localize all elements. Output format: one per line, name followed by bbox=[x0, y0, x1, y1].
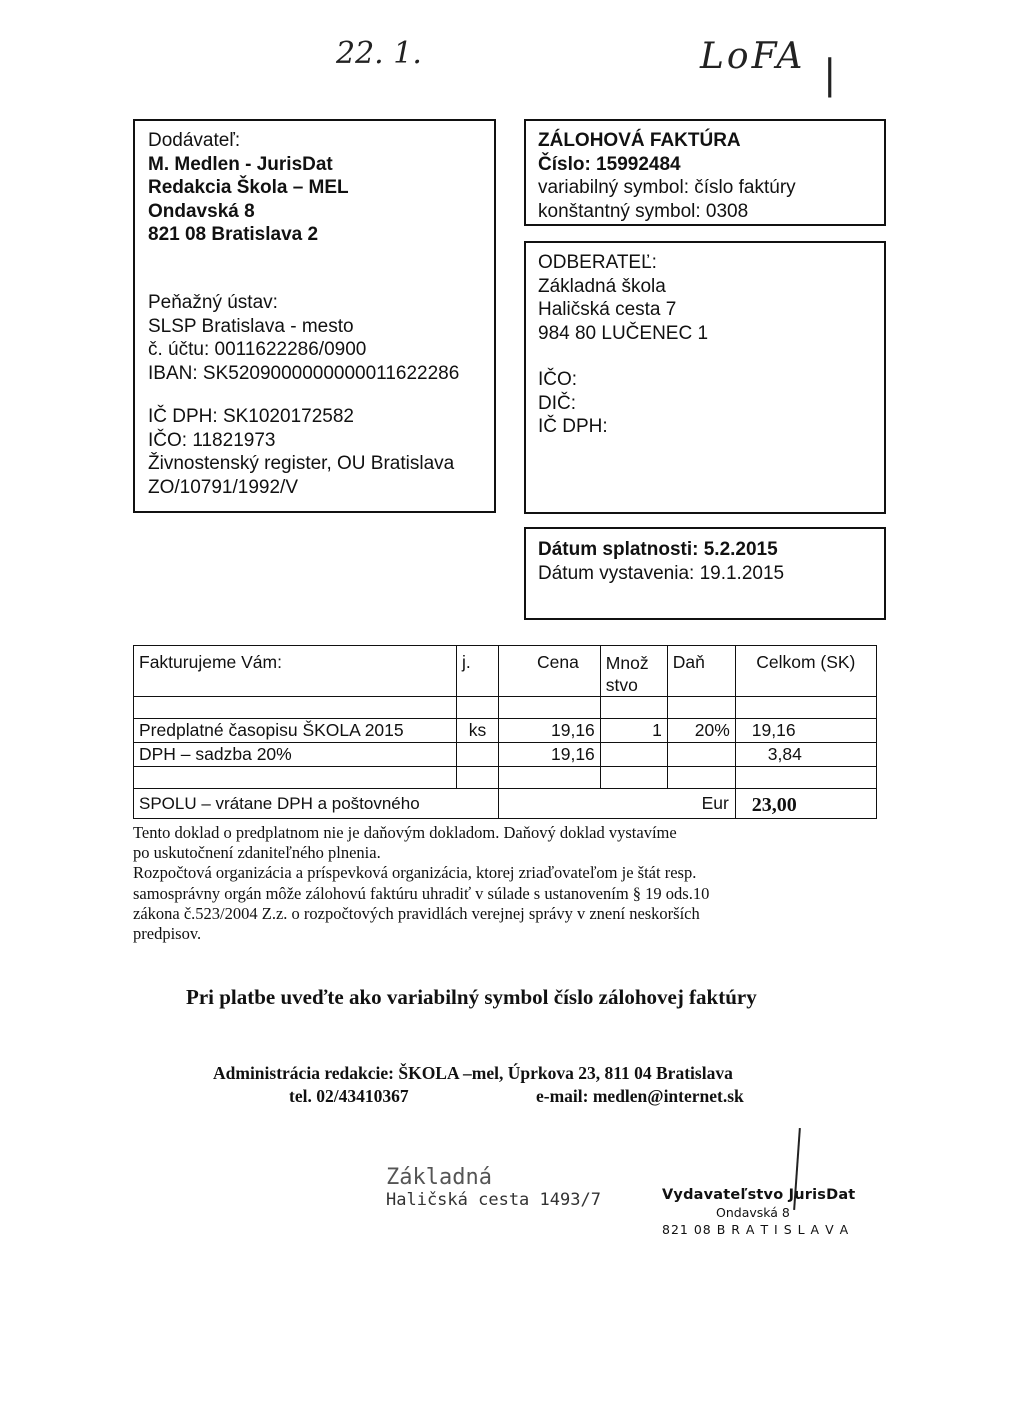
row-tax bbox=[667, 743, 735, 767]
row-unit: ks bbox=[457, 719, 499, 743]
admin-address: Administrácia redakcie: ŠKOLA –mel, Úprkova 23, 811 04 Bratislava bbox=[213, 1063, 733, 1083]
customer-address-line: 984 80 LUČENEC 1 bbox=[538, 322, 709, 344]
customer-icdph: IČ DPH: bbox=[538, 416, 608, 437]
bank-line: č. účtu: 0011622286/0900 bbox=[148, 339, 367, 360]
total-label-text: SPOLU – vrátane DPH a poštovného bbox=[139, 793, 420, 813]
note-line: zákona č.523/2004 Z.z. o rozpočtových pravidlách verejnej správy v znení neskorších bbox=[133, 903, 700, 923]
registration-line: IČ DPH: SK1020172582 bbox=[148, 406, 354, 427]
customer-box bbox=[524, 241, 886, 514]
header-price: Cena bbox=[499, 646, 601, 697]
note-line: samosprávny orgán môže zálohovú faktúru uhradiť v súlade s ustanovením § 19 ods.10 bbox=[133, 883, 710, 903]
header-description: Fakturujeme Vám: bbox=[134, 646, 457, 697]
payment-instruction: Pri platbe uveďte ako variabilný symbol číslo zálohovej faktúry bbox=[186, 985, 757, 1009]
table-spacer-row bbox=[134, 697, 877, 719]
school-stamp-address: Haličská cesta 1493/7 bbox=[386, 1190, 601, 1210]
handwritten-initials: LoFA bbox=[700, 36, 806, 77]
items-table bbox=[133, 645, 877, 819]
constant-symbol: konštantný symbol: 0308 bbox=[538, 200, 749, 222]
admin-email: e-mail: medlen@internet.sk bbox=[536, 1086, 744, 1106]
table-spacer-row bbox=[134, 767, 877, 789]
table-row bbox=[134, 743, 877, 767]
school-stamp-name: Základná bbox=[386, 1165, 492, 1190]
handwritten-mark: | bbox=[823, 52, 837, 98]
handwritten-date: 22. 1. bbox=[336, 36, 422, 71]
note-line: Tento doklad o predplatnom nie je daňovým dokladom. Daňový doklad vystavíme bbox=[133, 823, 677, 842]
row-price: 19,16 bbox=[499, 743, 601, 767]
publisher-stamp-line3: 821 08 B R A T I S L A V A bbox=[662, 1222, 850, 1237]
row-description: Predplatné časopisu ŠKOLA 2015 bbox=[134, 719, 457, 743]
customer-address-line: Základná škola bbox=[538, 275, 666, 297]
supplier-label: Dodávateľ: bbox=[148, 130, 241, 151]
customer-dic: DIČ: bbox=[538, 392, 576, 414]
supplier-name-line: M. Medlen - JurisDat bbox=[148, 153, 333, 175]
issue-date: Dátum vystavenia: 19.1.2015 bbox=[538, 562, 785, 584]
supplier-box bbox=[133, 119, 496, 513]
supplier-name-line: 821 08 Bratislava 2 bbox=[148, 224, 319, 245]
customer-label: ODBERATEĽ: bbox=[538, 252, 657, 273]
row-quantity: 1 bbox=[600, 719, 667, 743]
admin-phone: tel. 02/43410367 bbox=[289, 1086, 409, 1106]
note-line: Rozpočtová organizácia a príspevková organizácia, ktorej zriaďovateľom je štát resp. bbox=[133, 863, 697, 883]
table-header-row bbox=[134, 646, 877, 697]
table-row bbox=[134, 719, 877, 743]
bank-line: Peňažný ústav: bbox=[148, 292, 278, 313]
row-quantity bbox=[600, 743, 667, 767]
row-price: 19,16 bbox=[499, 719, 601, 743]
header-unit: j. bbox=[457, 646, 499, 697]
variable-symbol: variabilný symbol: číslo faktúry bbox=[538, 177, 796, 198]
registration-line: IČO: 11821973 bbox=[148, 429, 276, 451]
dates-box bbox=[524, 527, 886, 620]
table-total-row bbox=[134, 789, 877, 819]
invoice-header-box bbox=[524, 119, 886, 226]
invoice-title: ZÁLOHOVÁ FAKTÚRA bbox=[538, 130, 741, 151]
total-currency: Eur bbox=[499, 789, 736, 819]
total-amount bbox=[735, 789, 876, 819]
row-total: 3,84 bbox=[735, 743, 876, 767]
bank-line: SLSP Bratislava - mesto bbox=[148, 315, 354, 337]
header-tax: Daň bbox=[667, 646, 735, 697]
row-description: DPH – sadzba 20% bbox=[134, 743, 457, 767]
customer-ico: IČO: bbox=[538, 369, 578, 390]
publisher-stamp-line2: Ondavská 8 bbox=[716, 1205, 790, 1220]
customer-address-line: Haličská cesta 7 bbox=[538, 299, 677, 320]
total-label bbox=[134, 789, 499, 819]
registration-line: Živnostenský register, OU Bratislava bbox=[148, 453, 455, 474]
header-quantity: Množ stvo bbox=[600, 646, 667, 697]
due-date: Dátum splatnosti: 5.2.2015 bbox=[538, 539, 778, 560]
row-unit bbox=[457, 743, 499, 767]
note-line: predpisov. bbox=[133, 924, 202, 944]
publisher-stamp-line1: Vydavateľstvo JurisDat bbox=[662, 1187, 856, 1203]
supplier-name-line: Ondavská 8 bbox=[148, 200, 255, 222]
registration-line: ZO/10791/1992/V bbox=[148, 476, 298, 498]
note-line: po uskutočnení zdaniteľného plnenia. bbox=[133, 843, 381, 863]
invoice-number: Číslo: 15992484 bbox=[538, 153, 681, 175]
row-total: 19,16 bbox=[735, 719, 876, 743]
total-amount-text: 23,00 bbox=[751, 794, 797, 816]
supplier-name-line: Redakcia Škola – MEL bbox=[148, 177, 349, 198]
header-total: Celkom (SK) bbox=[735, 646, 876, 697]
publisher-stamp bbox=[662, 1187, 855, 1237]
row-tax: 20% bbox=[667, 719, 735, 743]
notes-block bbox=[133, 823, 853, 944]
bank-line: IBAN: SK5209000000000011622286 bbox=[148, 362, 460, 384]
